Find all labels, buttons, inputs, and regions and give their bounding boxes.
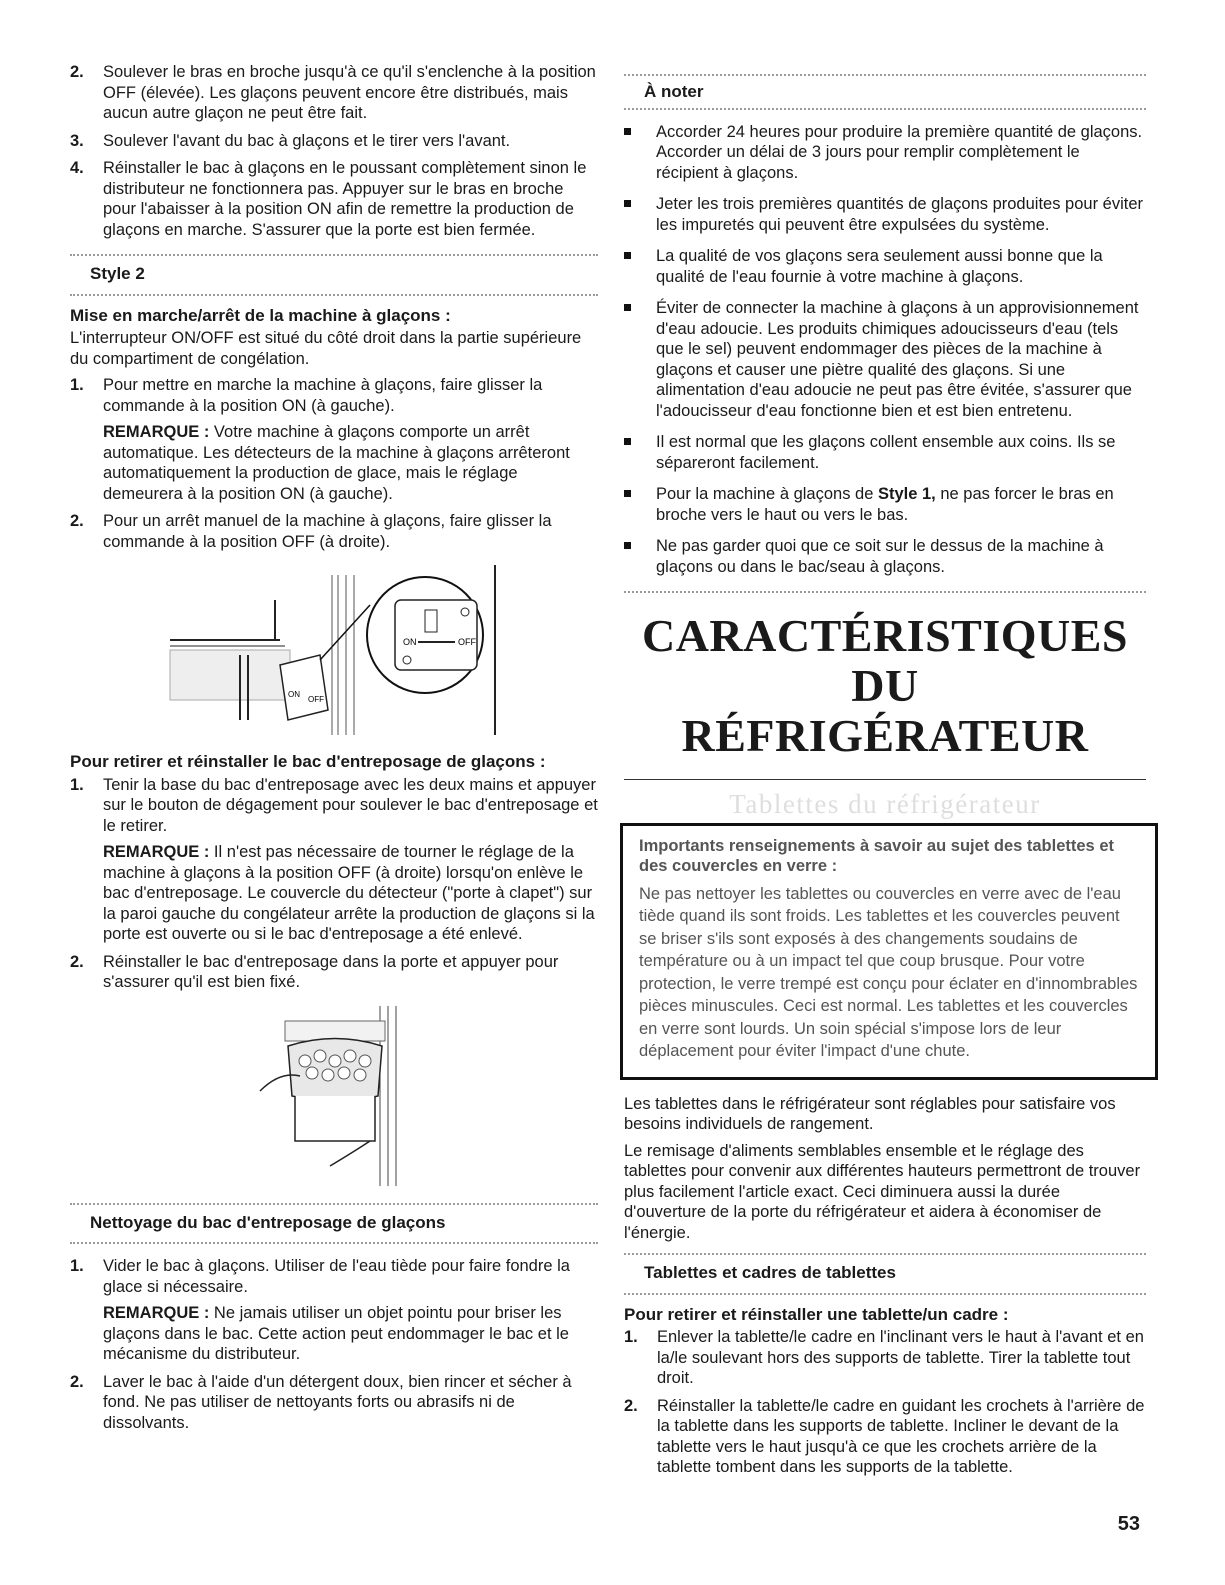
bullet-item (624, 484, 1146, 525)
switch-on-label: ON (288, 690, 300, 699)
shelf-subhead: Pour retirer et réinstaller une tablette/un cadre : (624, 1304, 1009, 1324)
step-text: Réinstaller le bac d'entreposage dans la porte et appuyer pour s'assurer qu'il est bien fixé. (103, 952, 559, 991)
bullet-item: Ne pas garder quoi que ce soit sur le dessus de la machine à glaçons ou dans le bac/seau à glaçons. (624, 536, 1146, 577)
remarque-note (103, 842, 598, 945)
anoter-heading: À noter (644, 82, 704, 101)
remarque-note (103, 422, 598, 504)
clean-step-1 (70, 1256, 598, 1365)
step-number: 1. (70, 775, 84, 794)
bullet-text: ne pas forcer le bras en broche vers le haut ou vers le bas. (656, 485, 1114, 524)
bullet-bold-text: Style 1, (877, 485, 936, 503)
section-title (624, 611, 1146, 761)
remarque-label: REMARQUE : (103, 843, 210, 861)
step-2 (70, 62, 598, 124)
onoff-step-2 (70, 511, 598, 552)
divider (624, 1293, 1146, 1295)
step-number: 1. (70, 376, 84, 394)
remarque-text: Il n'est pas nécessaire de tourner le réglage de la machine à glaçons à la position OFF (à droite) lorsqu'on enlève le bac d'entreposage. Le couvercle du détecteur ("porte à clapet") sur la paroi gauche du congélateur arrête la production de glaçons si la porte est ouverte ou si le bac d'entreposage a été enlevé. (103, 843, 595, 943)
clean-heading: Nettoyage du bac d'entreposage de glaçons (90, 1212, 446, 1232)
onoff-heading: Mise en marche/arrêt de la machine à glaçons : (70, 305, 451, 325)
shelf-step-1 (624, 1327, 1146, 1389)
step-number: 3. (70, 131, 84, 150)
section-title-line2: RÉFRIGÉRATEUR (681, 710, 1089, 761)
section-subtitle: Tablettes du réfrigérateur (729, 789, 1041, 819)
step-text: Soulever l'avant du bac à glaçons et le tirer vers l'avant. (103, 131, 511, 150)
bullet-item: Éviter de connecter la machine à glaçons à un approvisionnement d'eau adoucie. Les produits chimiques adoucisseurs d'eau (tels que le sel) peuvent endommager des pièces de la machine à glaçons et causer une piètre qualité des glaçons. Si une alimentation d'eau adoucie ne peut pas être évitée, s'assurer que l'adoucisseur d'eau fonctionne bien et est bien entretenu. (624, 298, 1146, 421)
section-title-line1: CARACTÉRISTIQUES DU (641, 610, 1128, 711)
divider (70, 1242, 598, 1244)
zoom-off-label: OFF (458, 637, 476, 647)
step-number: 2. (624, 1396, 638, 1415)
remarque-label: REMARQUE : (103, 423, 210, 441)
bullet-item: La qualité de vos glaçons sera seulement aussi bonne que la qualité de l'eau fournie à votre machine à glaçons. (624, 246, 1146, 287)
onoff-step-1 (70, 375, 598, 504)
shelves-para-1: Les tablettes dans le réfrigérateur sont réglables pour satisfaire vos besoins individuels de rangement. (624, 1094, 1116, 1133)
shelves-heading: Tablettes et cadres de tablettes (644, 1263, 896, 1282)
zoom-on-label: ON (403, 637, 417, 647)
right-column (624, 62, 1146, 1485)
switch-off-label: OFF (308, 695, 324, 704)
remarque-label: REMARQUE : (103, 1304, 210, 1322)
divider (70, 294, 598, 296)
step-text: Enlever la tablette/le cadre en l'inclinant vers le haut à l'avant et en la/le soulevant hors des supports de tablette. Tirer la tablette tout droit. (657, 1328, 1144, 1387)
page-number: 53 (1117, 1513, 1140, 1535)
ice-bin-removal-illustration (70, 1001, 598, 1191)
step-text: Laver le bac à l'aide d'un détergent doux, bien rincer et sécher à fond. Ne pas utiliser de nettoyants forts ou abrasifs ni de dissolvants. (103, 1372, 572, 1432)
remarque-text: Ne jamais utiliser un objet pointu pour briser les glaçons dans le bac. Cette action peut endommager le bac et le mécanisme du distributeur. (103, 1304, 569, 1363)
remarque-text: Votre machine à glaçons comporte un arrêt automatique. Les détecteurs de la machine à glaçons arrêteront automatiquement la production de glace, mais le réglage demeurera à la position ON (à gauche). (103, 423, 570, 503)
bin-heading: Pour retirer et réinstaller le bac d'entreposage de glaçons : (70, 752, 546, 771)
left-column (70, 62, 598, 1440)
title-rule (624, 779, 1146, 780)
step-text: Réinstaller la tablette/le cadre en guidant les crochets à l'arrière de la tablette dans les supports de tablette. Incliner le devant de la tablette vers le haut jusqu'à ce que les crochets arrière de la tablette tombent dans les supports de la tablette. (657, 1396, 1145, 1476)
warning-heading: Importants renseignements à savoir au sujet des tablettes et des couvercles en verre : (639, 836, 1114, 875)
style2-heading: Style 2 (90, 264, 145, 283)
step-text: Pour mettre en marche la machine à glaçons, faire glisser la commande à la position ON (à gauche). (103, 376, 543, 415)
bullet-item: Accorder 24 heures pour produire la première quantité de glaçons. Accorder un délai de 3 jours pour remplir complètement le récipient à glaçons. (624, 122, 1146, 184)
divider (624, 591, 1146, 593)
glass-warning-box (620, 823, 1158, 1080)
bin-step-2 (70, 952, 598, 993)
step-text: Pour un arrêt manuel de la machine à glaçons, faire glisser la commande à la position OFF (à droite). (103, 512, 552, 551)
step-text: Tenir la base du bac d'entreposage avec les deux mains et appuyer sur le bouton de dégagement pour soulever le bac d'entreposage et le retirer. (103, 775, 598, 835)
step-number: 1. (624, 1328, 638, 1346)
step-number: 2. (70, 1372, 84, 1391)
divider (624, 108, 1146, 110)
onoff-intro: L'interrupteur ON/OFF est situé du côté droit dans la partie supérieure du compartiment de congélation. (70, 329, 582, 368)
bullet-item: Jeter les trois premières quantités de glaçons produites pour éviter les impuretés qui peuvent être expulsées du système. (624, 194, 1146, 235)
step-4 (70, 158, 598, 240)
bullet-item: Il est normal que les glaçons collent ensemble aux coins. Ils se sépareront facilement. (624, 432, 1146, 473)
step-number: 1. (70, 1257, 84, 1275)
step-text: Réinstaller le bac à glaçons en le poussant complètement sinon le distributeur ne fonctionnera pas. Appuyer sur le bras en broche pour l'abaisser à la position ON afin de remettre la production de glaçons en marche. S'assurer que la porte est bien fermée. (103, 159, 587, 239)
step-text: Vider le bac à glaçons. Utiliser de l'eau tiède pour faire fondre la glace si nécessaire. (103, 1257, 570, 1296)
ice-maker-switch-illustration (70, 560, 598, 740)
bullet-text: Pour la machine à glaçons de (656, 485, 878, 503)
bin-step-1 (70, 775, 598, 945)
step-text: Soulever le bras en broche jusqu'à ce qu'il s'enclenche à la position OFF (élevée). Les glaçons peuvent encore être distribués, mais aucun autre glaçon ne peut être fait. (103, 63, 596, 122)
warning-text: Ne pas nettoyer les tablettes ou couvercles en verre avec de l'eau tiède quand ils sont froids. Les tablettes et les couvercles peuvent se briser s'ils sont exposés à des changements soudains de température ou à un impact tel que coup brusque. Pour votre protection, le verre trempé est conçu pour éclater en d'innombrables pièces minuscules. Ceci est normal. Les tablettes et les couvercles en verre sont lourds. Un soin spécial s'impose lors de leur déplacement pour éviter l'impact d'une chute. (639, 884, 1138, 1060)
clean-step-2 (70, 1372, 598, 1434)
step-number: 4. (70, 159, 84, 177)
step-number: 2. (70, 512, 84, 530)
remarque-note (103, 1303, 598, 1365)
step-3 (70, 131, 598, 152)
step-number: 2. (70, 952, 84, 971)
step-number: 2. (70, 63, 84, 81)
shelves-para-2: Le remisage d'aliments semblables ensemble et le réglage des tablettes pour convenir aux différentes hauteurs permettront de trouver plus facilement l'article exact. Ceci diminuera aussi la durée d'ouverture de la porte du réfrigérateur et aidera à économiser de l'énergie. (624, 1141, 1141, 1242)
shelf-step-2 (624, 1396, 1146, 1478)
